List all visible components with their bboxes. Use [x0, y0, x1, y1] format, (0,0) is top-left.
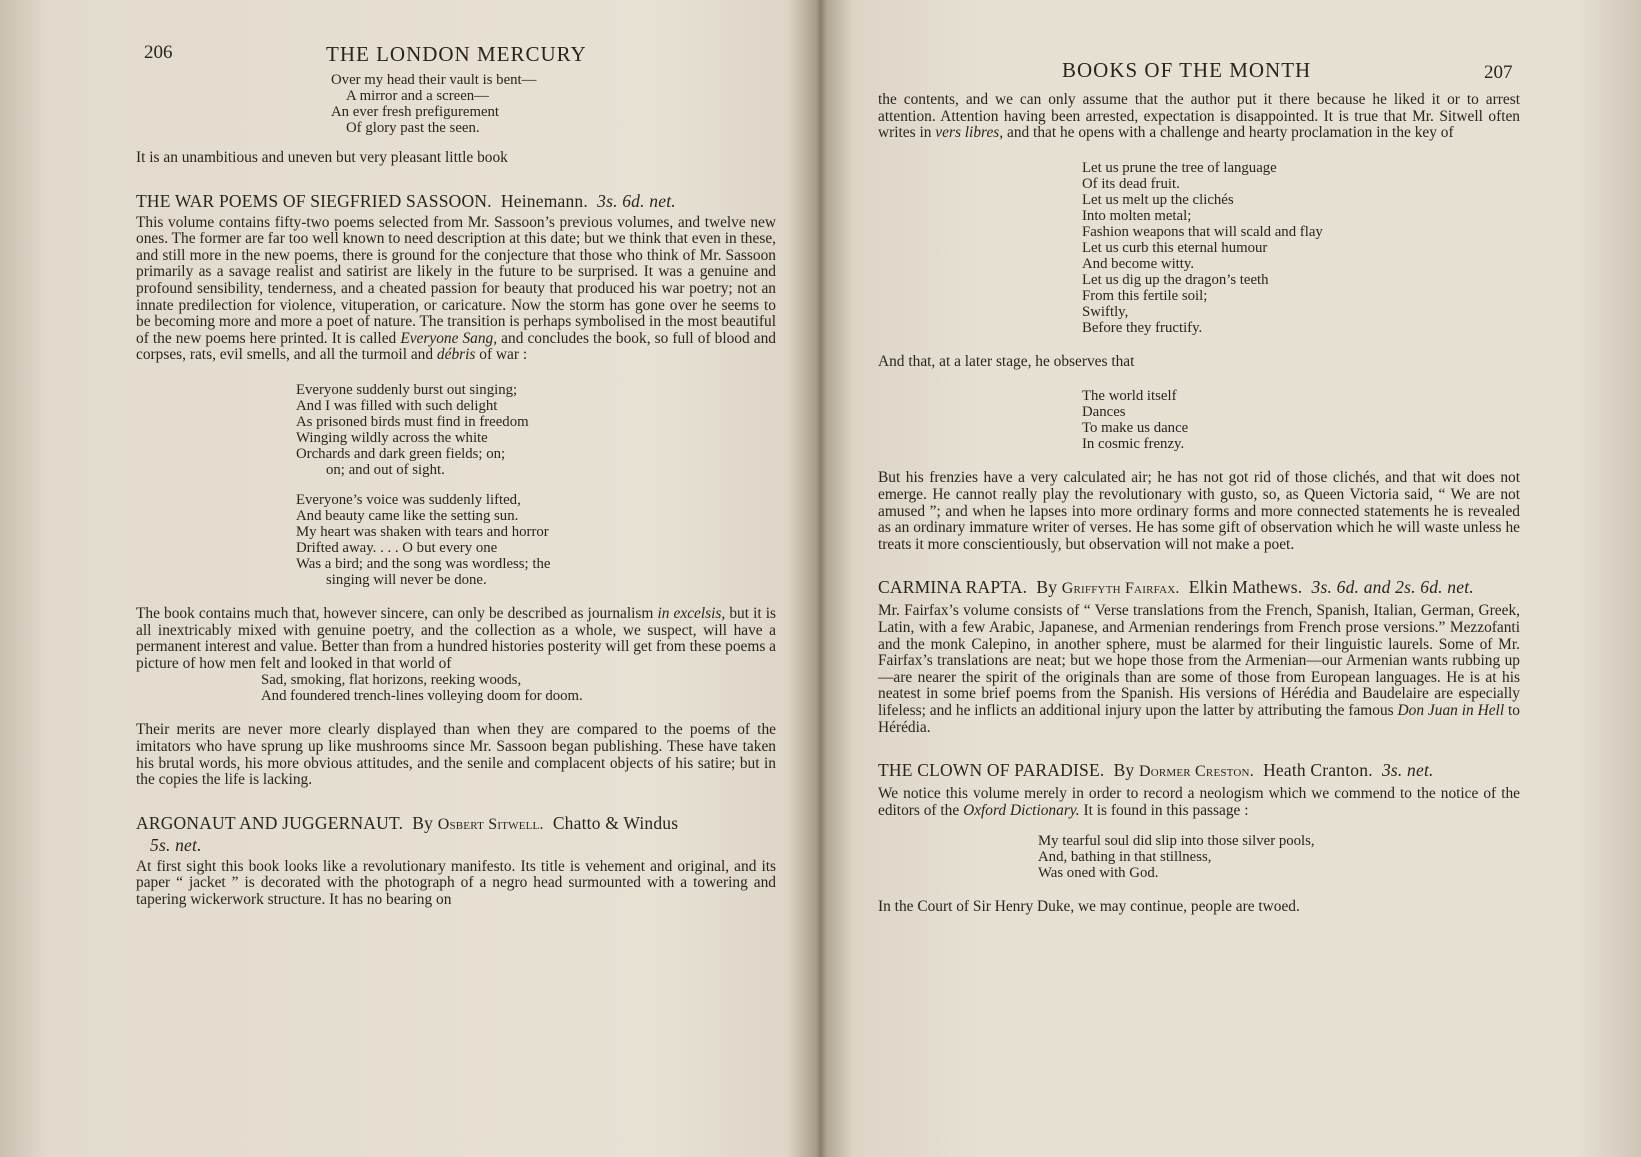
verse-line: Winging wildly across the white — [296, 429, 488, 446]
review-heading — [136, 191, 776, 211]
verse-line: And, bathing in that stillness, — [1038, 849, 1212, 866]
right-column — [878, 92, 1520, 916]
verse-line: Dances — [1082, 404, 1126, 421]
running-head: BOOKS OF THE MONTH — [1062, 58, 1312, 82]
review-heading: CARMINA RAPTA. By Griffyth Fairfax. Elkin Mathews. 3s. 6d. and 2s. 6d. net. — [878, 577, 1474, 598]
verse-block — [296, 382, 776, 478]
publisher: Chatto & Windus — [552, 812, 679, 833]
verse-line: Let us prune the tree of language — [1082, 159, 1277, 176]
verse-line: An ever fresh prefigurement — [331, 104, 500, 120]
price: 3s. 6d. net. — [597, 190, 676, 211]
page-number: 206 — [144, 42, 173, 63]
book-title: CARMINA RAPTA. — [878, 577, 1028, 598]
verse-line: Fashion weapons that will scald and flay — [1082, 223, 1323, 240]
verse-line: From this fertile soil; — [1082, 287, 1208, 304]
review-heading: THE CLOWN OF PARADISE. By Dormer Creston. Heath Cranton. 3s. net. — [878, 760, 1434, 781]
paragraph: But his frenzies have a very calculated air; he has not got rid of those clichés, and that wit does not emerge. He cannot really play the revolutionary with gusto, so, as Queen Victoria said, “ We are not amused ”; and when he lapses into more ordinary forms and more connected statements he is revealed as an ordinary immature writer of verses. He has some gift of observation which he will waste unless he treats it more conscientiously, but observation will not make a poet. — [878, 469, 1520, 553]
paragraph: Their merits are never more clearly displayed than when they are compared to the poems of the imitators who have sprung up like mushrooms since Mr. Sassoon began publishing. These have taken his brutal words, his more obvious attitudes, and the senile and complacent objects of his satire; but in the copies the life is lacking. — [136, 721, 776, 789]
verse-line: Over my head their vault is bent— — [331, 72, 537, 88]
running-head: THE LONDON MERCURY — [326, 42, 587, 66]
review-body: This volume contains fifty-two poems selected from Mr. Sassoon’s previous volumes, and twelve new ones. The former are far too well known to need description at this date; but we think that even in these, and still more in the new poems, there is ground for the conjecture that those who think of Mr. Sassoon primarily as a savage realist and satirist are likely in the future to be surprised. It was a genuine and profound sensibility, tenderness, and a cheated passion for beauty that produced his war poetry; not an innate predilection for violence, vituperation, or caricature. Now the storm has gone over he seems to be becoming more and more a poet of nature. The transition is perhaps symbolised in the most beautiful of the new poems here printed. It is called Everyone Sang, and concludes the book, so full of blood and corpses, rats, evil smells, and all the turmoil and débris of war : — [136, 213, 776, 364]
verse-line: And become witty. — [1082, 255, 1195, 272]
verse-block — [296, 492, 776, 588]
verse-block — [1082, 388, 1520, 452]
review-body: Mr. Fairfax’s volume consists of “ Verse translations from the French, Spanish, Italian, German, Greek, Latin, with a few Arabic, Japanese, and Armenian renderings from French prose versions.” Mezzofanti and the monk Calepino, in another sphere, must be alarmed for their linguistic laurels. Some of Mr. Fairfax’s translations are neat; but we hope those from the Armenian—our Armenian wants rubbing up—are nearer the spirit of the originals than are some of those from European languages. He is at his neatest in some brief poems from the Spanish. His versions of Hérédia and Baudelaire are especially lifeless; and he inflicts an additional injury upon the latter by attributing the famous Don Juan in Hell to Hérédia. — [878, 602, 1520, 736]
verse-line: Of its dead fruit. — [1082, 175, 1180, 192]
price: 3s. 6d. and 2s. 6d. net. — [1311, 577, 1474, 598]
author: Griffyth Fairfax. — [1061, 580, 1180, 598]
paragraph: And that, at a later stage, he observes that — [878, 352, 1135, 370]
publisher: Heath Cranton. — [1263, 760, 1373, 781]
book-title: ARGONAUT AND JUGGERNAUT. — [136, 812, 404, 833]
verse-line: A mirror and a screen— — [346, 88, 489, 104]
verse-block — [1038, 833, 1520, 881]
verse-line: Swiftly, — [1082, 303, 1129, 320]
author: Dormer Creston. — [1138, 763, 1254, 781]
right-page — [826, 0, 1641, 1157]
publisher: Heinemann. — [500, 190, 588, 211]
paragraph: the contents, and we can only assume that the author put it there because he liked it or to arrest attention. Attention having been arrested, expectation is disappointed. It is true that Mr. Sitwell often writes in vers libres, and that he opens with a challenge and hearty proclamation in the key of — [878, 91, 1520, 142]
verse-line: In cosmic frenzy. — [1082, 436, 1185, 453]
paragraph: It is an unambitious and uneven but very pleasant little book — [136, 149, 508, 166]
verse-line: Of glory past the seen. — [346, 120, 480, 136]
author: Osbert Sitwell. — [437, 815, 544, 833]
verse-line: Drifted away. . . . O but every one — [296, 539, 498, 556]
verse-line: The world itself — [1082, 388, 1177, 405]
verse-line: Everyone suddenly burst out singing; — [296, 381, 518, 398]
paragraph: The book contains much that, however sincere, can only be described as journalism in excelsis, but it is all inextricably mixed with genuine poetry, and the collection as a whole, we suspect, will have a permanent interest and value. Better than from a hundred histories posterity will get from these poems a picture of how men felt and looked in that world of — [136, 604, 776, 672]
verse-line: My heart was shaken with tears and horror — [296, 523, 549, 540]
verse-line: To make us dance — [1082, 420, 1189, 437]
book-title: THE WAR POEMS OF SIEGFRIED SASSOON. — [136, 190, 492, 211]
page-number: 207 — [1484, 62, 1513, 83]
left-page — [0, 0, 815, 1157]
left-column — [136, 72, 776, 908]
verse-line: And foundered trench-lines volleying doom for doom. — [261, 688, 583, 705]
verse-line: Sad, smoking, flat horizons, reeking woods, — [261, 672, 522, 689]
verse-line: Let us melt up the clichés — [1082, 191, 1234, 208]
verse-line: And beauty came like the setting sun. — [296, 507, 519, 524]
verse-line: singing will never be done. — [326, 571, 487, 588]
verse-line: Let us curb this eternal humour — [1082, 239, 1268, 256]
paragraph: In the Court of Sir Henry Duke, we may continue, people are twoed. — [878, 898, 1300, 916]
verse-line: Let us dig up the dragon’s teeth — [1082, 271, 1269, 288]
price: 3s. net. — [1381, 760, 1434, 781]
review-body: At first sight this book looks like a revolutionary manifesto. Its title is vehement and original, and its paper “ jacket ” is decorated with the photograph of a negro head surmounted with a towering and tapering wickerwork structure. It has no bearing on — [136, 857, 776, 908]
book-title: THE CLOWN OF PARADISE. — [878, 760, 1105, 781]
verse-line: My tearful soul did slip into those silver pools, — [1038, 833, 1315, 850]
verse-line: Orchards and dark green fields; on; — [296, 445, 506, 462]
verse-block — [261, 672, 776, 704]
review-body: We notice this volume merely in order to record a neologism which we commend to the notice of the editors of the Oxford Dictionary. It is found in this passage : — [878, 785, 1520, 819]
review-heading: ARGONAUT AND JUGGERNAUT. By Osbert Sitwell. Chatto & Windus 5s. net. — [136, 812, 679, 855]
verse-line: Was a bird; and the song was wordless; the — [296, 555, 551, 572]
verse-line: As prisoned birds must find in freedom — [296, 413, 529, 430]
verse-line: Into molten metal; — [1082, 207, 1192, 224]
verse-line: And I was filled with such delight — [296, 397, 498, 414]
verse-block — [1082, 160, 1520, 336]
verse-line: Before they fructify. — [1082, 319, 1203, 336]
verse-line: Was oned with God. — [1038, 865, 1159, 882]
verse-line: on; and out of sight. — [326, 461, 445, 478]
verse-line: Everyone’s voice was suddenly lifted, — [296, 491, 521, 508]
verse-block — [331, 72, 776, 136]
price: 5s. net. — [150, 834, 202, 855]
publisher: Elkin Mathews. — [1188, 577, 1303, 598]
